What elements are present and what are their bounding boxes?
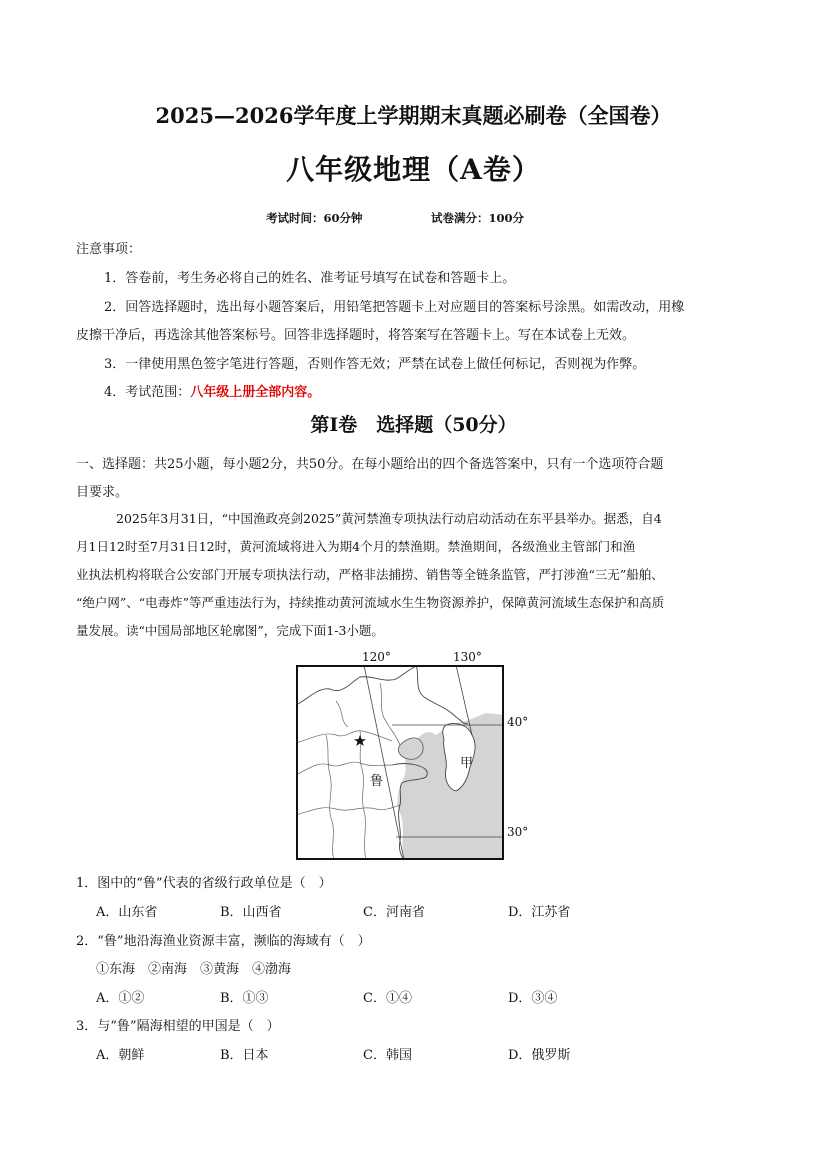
question-3-stem: 3．与“鲁”隔海相望的甲国是（ ） (76, 1019, 280, 1034)
question-2-option-d: D．③④ (508, 991, 558, 1006)
passage-line-5: 量发展。读“中国局部地区轮廓图”，完成下面1-3小题。 (76, 623, 384, 638)
question-1-option-b: B．山西省 (220, 905, 282, 920)
question-1-stem: 1．图中的“鲁”代表的省级行政单位是（ ） (76, 876, 332, 891)
province-border-6 (336, 701, 348, 727)
map-lat-30: 30° (507, 825, 529, 839)
question-1-option-a: A．山东省 (96, 905, 158, 920)
question-2-option-c: C．①④ (363, 991, 412, 1006)
exam-time: 考试时间：60分钟 (266, 211, 363, 225)
bohai-sea (398, 738, 423, 759)
paper-title: 2025—2026学年度上学期期末真题必刷卷（全国卷） (155, 103, 672, 128)
lon-line-120 (364, 665, 404, 860)
question-2-sub-options: ①东海 ②南海 ③黄海 ④渤海 (96, 962, 292, 977)
province-border-4 (360, 731, 366, 860)
question-3-option-c: C．韩国 (363, 1048, 412, 1063)
section-title: 第Ⅰ卷 选择题（50分） (310, 414, 517, 436)
notice-heading: 注意事项： (76, 242, 142, 257)
question-1-option-d: D．江苏省 (508, 905, 571, 920)
province-border-5 (296, 805, 400, 815)
question-3-option-a: A．朝鲜 (96, 1048, 145, 1063)
question-2-option-a: A．①② (96, 991, 145, 1006)
passage-line-4: “绝户网”、“电毒炸”等严重违法行为，持续推动黄河流域水生生物资源养护，保障黄河流域生态保护和高质 (76, 595, 665, 610)
map-label-jia: 甲 (460, 756, 474, 771)
notice-item-4-scope: 八年级上册全部内容。 (190, 385, 321, 400)
section-instruction-line-2: 目要求。 (76, 485, 129, 500)
question-3-option-b: B．日本 (220, 1048, 269, 1063)
notice-item-1: 1．答卷前，考生务必将自己的姓名、准考证号填写在试卷和答题卡上。 (104, 271, 516, 286)
notice-item-2-line-2: 皮擦干净后，再选涂其他答案标号。回答非选择题时，将答案写在答题卡上。写在本试卷上无效。 (76, 328, 636, 343)
full-score: 试卷满分：100分 (431, 211, 525, 225)
passage-line-2: 月1日12时至7月31日12时，黄河流域将进入为期4个月的禁渔期。禁渔期间，各级渔业主管部门和渔 (76, 539, 636, 554)
question-2-option-b: B．①③ (220, 991, 269, 1006)
section-instruction-line-1: 一、选择题：共25小题，每小题2分，共50分。在每小题给出的四个备选答案中，只有一个选项符合题 (76, 457, 664, 472)
northern-border (296, 665, 422, 705)
province-border-7 (380, 683, 400, 745)
question-3-option-d: D．俄罗斯 (508, 1048, 571, 1063)
paper-subtitle: 八年级地理（A卷） (286, 153, 541, 186)
map-label-lu: 鲁 (370, 774, 384, 789)
province-border-3 (326, 735, 334, 860)
question-1-option-c: C．河南省 (363, 905, 425, 920)
northeast-border (416, 665, 468, 724)
notice-item-4-prefix: 4．考试范围： (104, 385, 191, 400)
map-lon-130: 130° (453, 650, 482, 664)
passage-line-3: 业执法机构将联合公安部门开展专项执法行动，严格非法捕捞、销售等全链条监管，严打涉渔“三无”船舶、 (76, 567, 664, 582)
map-lat-40: 40° (507, 715, 529, 729)
question-2-stem: 2．“鲁”地沿海渔业资源丰富，濒临的海域有（ ） (76, 934, 371, 949)
notice-item-2-line-1: 2．回答选择题时，选出每小题答案后，用铅笔把答题卡上对应题目的答案标号涂黑。如需改动，用橡 (104, 300, 685, 315)
passage-line-1: 2025年3月31日，“中国渔政亮剑2025”黄河禁渔专项执法行动启动活动在东平县举办。据悉，自4 (116, 511, 662, 526)
notice-item-3: 3．一律使用黑色签字笔进行答题，否则作答无效；严禁在试卷上做任何标记，否则视为作弊。 (104, 357, 646, 372)
beijing-star-icon (354, 735, 366, 746)
map-lon-120: 120° (362, 650, 391, 664)
notice-item-4 (104, 381, 320, 400)
